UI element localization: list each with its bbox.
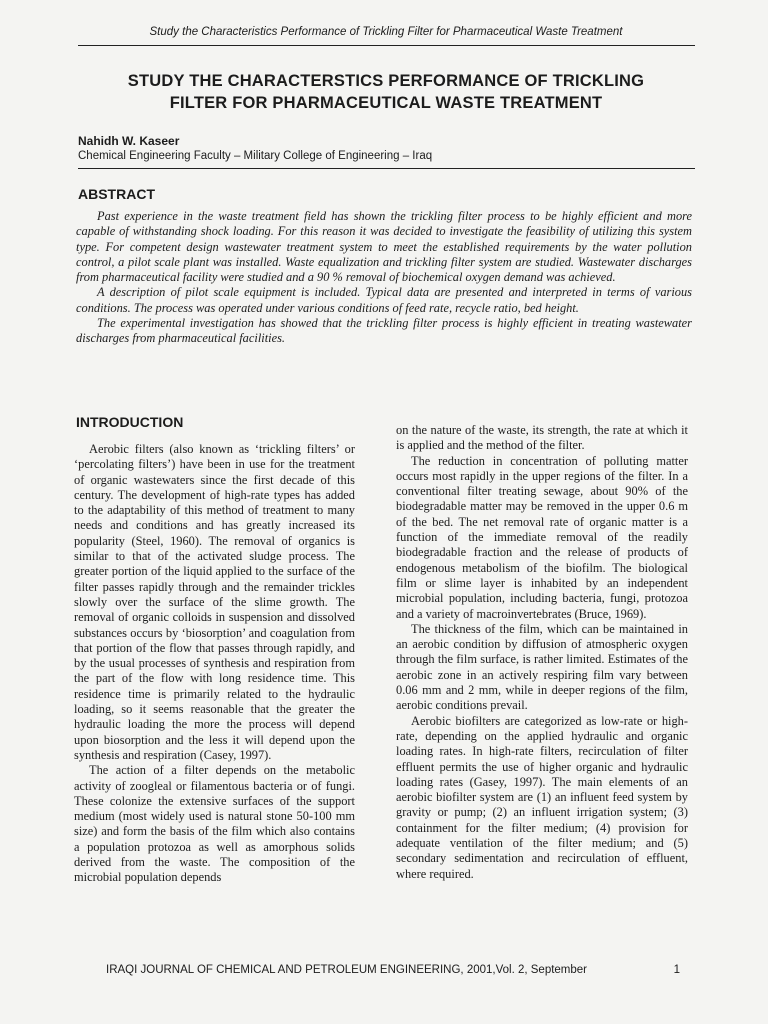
left-column [74, 442, 355, 886]
affiliation-rule [78, 168, 695, 169]
title-line-2: FILTER FOR PHARMACEUTICAL WASTE TREATMENT [169, 94, 603, 112]
running-head: Study the Characteristics Performance of Trickling Filter for Pharmaceutical Waste Treatment [149, 26, 623, 38]
body-paragraph-continuation: on the nature of the waste, its strength, the rate at which it is applied and the method of the filter. [396, 423, 688, 453]
author-affiliation: Chemical Engineering Faculty – Military College of Engineering – Iraq [78, 150, 433, 162]
abstract-paragraph: The experimental investigation has showed that the trickling filter process is highly efficient in treating wastewater discharges from pharmaceutical facilities. [76, 316, 692, 346]
abstract-heading: ABSTRACT [78, 186, 155, 202]
body-paragraph: The action of a filter depends on the metabolic activity of zoogleal or filamentous bacteria or of fungi. These colonize the extensive surfaces of the support medium (most widely used is natural stone 50-100 mm size) and form the basis of the film which also contains a population protozoa as well as amorphous solids derived from the waste. The composition of the microbial population depends [74, 763, 355, 885]
page-footer [106, 964, 680, 976]
paper-title [78, 70, 694, 114]
abstract-paragraph: A description of pilot scale equipment is included. Typical data are presented and interpreted in terms of various conditions. The process was operated under various conditions of feed rate, recycle ratio, bed height. [76, 285, 692, 315]
body-paragraph: Aerobic biofilters are categorized as low-rate or high-rate, depending on the applied hydraulic and organic loading rates. In high-rate filters, recirculation of filter effluent permits the use of higher organic and hydraulic loading rates (Gasey, 1997). The main elements of an aerobic biofilter system are (1) an influent feed system by gravity or pump; (2) an influent irrigation system; (3) containment for the filter medium; (4) provision for adequate ventilation of the filter medium; and (5) secondary sedimentation and recirculation of effluent, where required. [396, 713, 688, 881]
title-line-1: STUDY THE CHARACTERSTICS PERFORMANCE OF TRICKLING [127, 72, 645, 90]
body-paragraph: The thickness of the film, which can be maintained in an aerobic condition by diffusion of atmospheric oxygen through the film surface, is rather limited. Estimates of the aerobic zone in an actively respiring film vary between 0.06 mm and 2 mm, while in deeper regions of the film, aerobic conditions prevail. [396, 621, 688, 713]
introduction-heading: INTRODUCTION [76, 414, 184, 430]
abstract-paragraph: Past experience in the waste treatment field has shown the trickling filter process to be highly efficient and more capable of withstanding shock loading. For this reason it was decided to investigate the feasibility of utilizing this system type. For competent design wastewater treatment system to meet the established requirements by the water pollution control, a pilot scale plant was installed. Waste equalization and trickling filter system are studied. Wastewater discharges from pharmaceutical facility were studied and a 90 % removal of biochemical oxygen demand was achieved. [76, 209, 692, 285]
page-number: 1 [673, 964, 680, 976]
journal-citation: IRAQI JOURNAL OF CHEMICAL AND PETROLEUM ENGINEERING, 2001,Vol. 2, September [106, 964, 588, 976]
body-paragraph: Aerobic filters (also known as ‘trickling filters’ or ‘percolating filters’) have been in use for the treatment of organic wastewaters since the first decade of this century. The development of high-rate types has added to the adaptability of this method of treatment to many needs and conditions and has greatly increased its popularity (Steel, 1960). The removal of organics is similar to that of the activated sludge process. The greater portion of the liquid applied to the surface of the filter passes rapidly through and the remainder trickles slowly over the surface of the slime growth. The removal of organic colloids in suspension and dissolved substances occurs by ‘biosorption’ and coagulation from that portion of the flow that passes through rapidly, and by the usual processes of synthesis and respiration from the part of the flow with long residence time. This residence time is primarily related to the hydraulic loading, so it seems reasonable that the greater the hydraulic loading the more the process will depend upon biosorption and the less it will depend upon the synthesis and respiration (Casey, 1997). [74, 442, 355, 762]
header-rule [78, 45, 695, 46]
body-paragraph: The reduction in concentration of polluting matter occurs most rapidly in the upper regions of the filter. In a conventional filter treating sewage, about 90% of the biodegradable matter may be removed in the upper 0.6 m of the bed. The net removal rate of organic matter is a function of the immediate removal of the readily biodegradable fraction and the release of products of endogenous metabolism of the biofilm. The biological film or slime layer is inhabited by an independent microbial population, including bacteria, fungi, protozoa and a variety of macroinvertebrates (Bruce, 1969). [396, 453, 688, 621]
author-name: Nahidh W. Kaseer [78, 134, 180, 148]
right-column [396, 423, 688, 882]
abstract-body [76, 209, 692, 347]
